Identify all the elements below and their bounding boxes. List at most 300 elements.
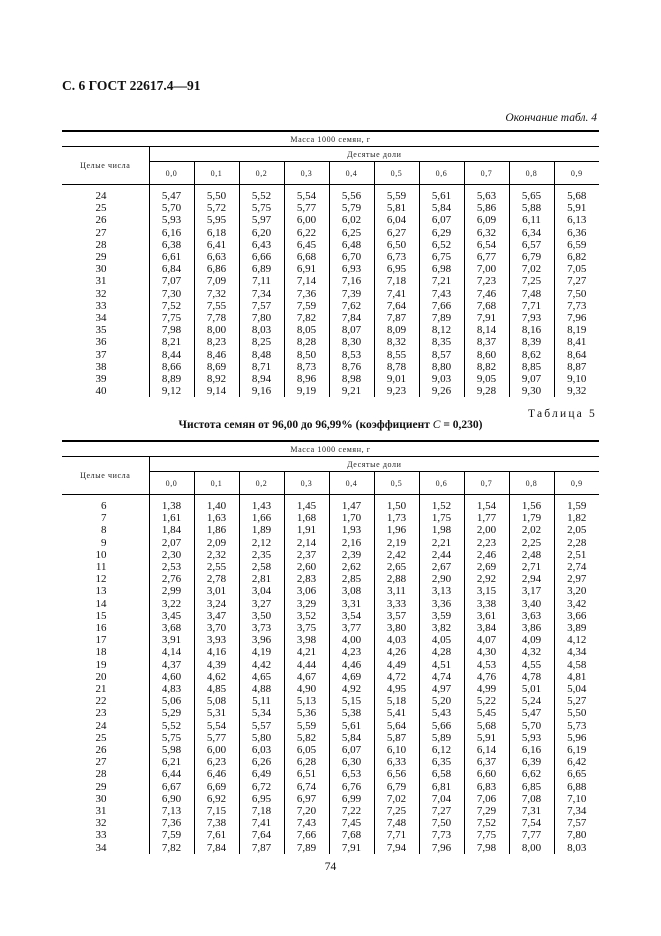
value-cell: 7,00 [464,263,509,275]
value-cell: 3,38 [464,598,509,610]
value-cell: 3,70 [194,622,239,634]
value-cell: 1,47 [329,495,374,513]
value-cell: 4,83 [149,683,194,695]
value-cell: 5,73 [567,719,587,732]
value-cell: 2,74 [567,561,587,574]
value-cell: 4,51 [419,659,464,671]
value-cell: 7,55 [194,300,239,312]
value-cell: 6,81 [419,781,464,793]
value-cell: 9,30 [509,385,554,397]
value-cell: 1,77 [464,512,509,524]
table-row [62,585,599,597]
value-cell: 5,04 [567,683,587,696]
value-cell: 7,61 [194,829,239,841]
value-cell: 4,81 [567,670,587,683]
value-cell: 2,99 [149,585,194,597]
value-cell: 4,92 [329,683,374,695]
value-cell: 6,52 [419,239,464,251]
whole-number-cell: 29 [62,781,149,793]
column-header: 0,9 [554,162,599,185]
value-cell: 6,76 [329,781,374,793]
value-cell: 6,10 [374,744,419,756]
value-cell: 7,66 [284,829,329,841]
value-cell: 7,59 [149,829,194,841]
value-cell: 6,70 [329,251,374,263]
value-cell: 2,58 [239,561,284,573]
value-cell: 1,84 [149,524,194,536]
value-cell: 4,23 [329,646,374,658]
value-cell: 2,76 [149,573,194,585]
whole-number-cell: 21 [62,683,149,695]
value-cell: 6,07 [419,214,464,226]
value-cell: 6,39 [509,756,554,768]
value-cell: 8,80 [419,361,464,373]
value-cell: 9,10 [567,373,587,386]
value-cell: 5,45 [464,707,509,719]
value-cell: 7,84 [329,312,374,324]
value-cell: 5,24 [509,695,554,707]
value-cell: 8,16 [509,324,554,336]
value-cell: 2,09 [194,537,239,549]
value-cell: 7,87 [374,312,419,324]
value-cell: 2,16 [329,537,374,549]
table-row [62,202,599,214]
value-cell: 6,38 [149,239,194,251]
table-row [62,251,599,263]
value-cell: 3,68 [149,622,194,634]
whole-number-cell: 27 [62,227,149,239]
table-row [62,373,599,385]
value-cell: 6,69 [194,781,239,793]
value-cell: 7,59 [284,300,329,312]
value-cell: 6,03 [239,744,284,756]
value-cell: 6,91 [284,263,329,275]
value-cell: 7,96 [567,312,587,325]
table-4 [62,130,599,397]
value-cell: 5,84 [419,202,464,214]
whole-number-cell: 8 [62,524,149,536]
value-cell: 2,92 [464,573,509,585]
value-cell: 2,85 [329,573,374,585]
value-cell: 2,53 [149,561,194,573]
table4-continuation-note: Окончание табл. 4 [505,112,597,124]
value-cell: 5,41 [374,707,419,719]
value-cell: 5,89 [419,732,464,744]
value-cell: 6,79 [509,251,554,263]
value-cell: 6,46 [194,768,239,780]
value-cell: 5,43 [419,707,464,719]
value-cell: 5,56 [329,185,374,203]
value-cell: 2,81 [239,573,284,585]
value-cell: 4,85 [194,683,239,695]
column-header: 0,4 [329,472,374,495]
value-cell: 3,47 [194,610,239,622]
column-header: 0,6 [419,162,464,185]
value-cell: 2,35 [239,549,284,561]
value-cell: 7,73 [567,299,587,312]
table-row [62,829,599,841]
table-row [62,537,599,549]
value-cell: 7,93 [509,312,554,324]
mass-header: Масса 1000 семян, г [62,441,599,457]
table-row [62,732,599,744]
page-header: С. 6 ГОСТ 22617.4—91 [62,78,201,93]
value-cell: 6,84 [149,263,194,275]
whole-number-cell: 33 [62,300,149,312]
value-cell: 7,46 [464,288,509,300]
value-cell: 8,85 [509,361,554,373]
value-cell: 3,66 [567,609,587,622]
value-cell: 7,09 [194,275,239,287]
value-cell: 6,23 [194,756,239,768]
value-cell: 4,26 [374,646,419,658]
value-cell: 6,36 [567,226,587,239]
value-cell: 2,44 [419,549,464,561]
value-cell: 6,67 [149,781,194,793]
value-cell: 4,95 [374,683,419,695]
value-cell: 8,41 [567,336,587,349]
value-cell: 6,20 [239,227,284,239]
whole-number-cell: 34 [62,312,149,324]
value-cell: 8,76 [329,361,374,373]
value-cell: 7,22 [329,805,374,817]
value-cell: 2,12 [239,537,284,549]
value-cell: 2,23 [464,537,509,549]
value-cell: 7,13 [149,805,194,817]
value-cell: 7,48 [374,817,419,829]
whole-number-cell: 10 [62,549,149,561]
value-cell: 7,91 [329,842,374,854]
value-cell: 5,06 [149,695,194,707]
value-cell: 5,65 [509,185,554,203]
value-cell: 2,02 [509,524,554,536]
value-cell: 5,11 [239,695,284,707]
value-cell: 5,80 [239,732,284,744]
whole-number-cell: 32 [62,817,149,829]
table-row [62,336,599,348]
value-cell: 7,18 [239,805,284,817]
table-row [62,524,599,536]
whole-number-cell: 22 [62,695,149,707]
value-cell: 5,61 [329,720,374,732]
value-cell: 8,44 [149,349,194,361]
value-cell: 8,32 [374,336,419,348]
page-number: 74 [324,861,337,873]
value-cell: 7,39 [329,288,374,300]
value-cell: 6,66 [239,251,284,263]
value-cell: 4,90 [284,683,329,695]
value-cell: 3,75 [284,622,329,634]
value-cell: 5,84 [329,732,374,744]
table-row [62,671,599,683]
mass-header: Масса 1000 семян, г [62,131,599,147]
table-row [62,512,599,524]
value-cell: 6,59 [567,238,587,251]
table-5 [62,440,599,854]
value-cell: 3,45 [149,610,194,622]
value-cell: 2,90 [419,573,464,585]
whole-number-cell: 31 [62,275,149,287]
value-cell: 8,57 [419,349,464,361]
value-cell: 8,50 [284,349,329,361]
value-cell: 4,42 [239,659,284,671]
value-cell: 8,35 [419,336,464,348]
value-cell: 8,12 [419,324,464,336]
value-cell: 2,05 [567,524,587,537]
value-cell: 3,40 [509,598,554,610]
table-row [62,263,599,275]
value-cell: 5,88 [509,202,554,214]
value-cell: 1,52 [419,495,464,513]
value-cell: 4,78 [509,671,554,683]
value-cell: 8,05 [284,324,329,336]
value-cell: 6,13 [567,214,587,227]
value-cell: 6,82 [567,251,587,264]
value-cell: 1,43 [239,495,284,513]
value-cell: 3,20 [567,585,587,598]
value-cell: 7,68 [464,300,509,312]
value-cell: 3,82 [419,622,464,634]
table-row [62,227,599,239]
value-cell: 6,57 [509,239,554,251]
value-cell: 5,98 [149,744,194,756]
whole-number-cell: 23 [62,707,149,719]
value-cell: 2,00 [464,524,509,536]
value-cell: 6,16 [509,744,554,756]
value-cell: 8,48 [239,349,284,361]
whole-number-cell: 11 [62,561,149,573]
value-cell: 6,09 [464,214,509,226]
value-cell: 3,36 [419,598,464,610]
value-cell: 4,19 [239,646,284,658]
value-cell: 6,77 [464,251,509,263]
value-cell: 9,32 [567,385,587,398]
value-cell: 5,70 [509,720,554,732]
value-cell: 7,15 [194,805,239,817]
whole-number-cell: 17 [62,634,149,646]
value-cell: 5,86 [464,202,509,214]
value-cell: 4,39 [194,659,239,671]
value-cell: 5,96 [567,731,587,744]
whole-number-cell: 16 [62,622,149,634]
value-cell: 7,31 [509,805,554,817]
value-cell: 6,65 [567,768,587,781]
value-cell: 4,05 [419,634,464,646]
value-cell: 7,50 [419,817,464,829]
value-cell: 4,58 [567,658,587,671]
column-header: 0,5 [374,162,419,185]
value-cell: 3,01 [194,585,239,597]
value-cell: 1,61 [149,512,194,524]
value-cell: 6,72 [239,781,284,793]
value-cell: 6,19 [567,744,587,757]
value-cell: 1,50 [374,495,419,513]
value-cell: 1,86 [194,524,239,536]
value-cell: 6,54 [464,239,509,251]
value-cell: 7,80 [239,312,284,324]
value-cell: 1,91 [284,524,329,536]
value-cell: 7,78 [194,312,239,324]
whole-number-cell: 38 [62,361,149,373]
whole-number-cell: 36 [62,336,149,348]
value-cell: 7,89 [284,842,329,854]
table-row [62,573,599,585]
value-cell: 6,45 [284,239,329,251]
value-cell: 2,39 [329,549,374,561]
column-header: 0,6 [419,472,464,495]
whole-number-cell: 27 [62,756,149,768]
value-cell: 2,21 [419,537,464,549]
value-cell: 7,98 [149,324,194,336]
value-cell: 6,11 [509,214,554,226]
value-cell: 6,32 [464,227,509,239]
value-cell: 6,28 [284,756,329,768]
value-cell: 6,97 [284,793,329,805]
value-cell: 8,82 [464,361,509,373]
table-row [62,659,599,671]
value-cell: 2,62 [329,561,374,573]
value-cell: 6,89 [239,263,284,275]
value-cell: 6,14 [464,744,509,756]
column-header: 0,8 [509,162,554,185]
table-row [62,288,599,300]
value-cell: 5,31 [194,707,239,719]
value-cell: 8,87 [567,360,587,373]
value-cell: 7,43 [284,817,329,829]
value-cell: 5,63 [464,185,509,203]
column-header: 0,2 [239,472,284,495]
column-header: 0,2 [239,162,284,185]
value-cell: 1,54 [464,495,509,513]
value-cell: 4,97 [419,683,464,695]
value-cell: 5,59 [284,720,329,732]
whole-number-cell: 13 [62,585,149,597]
value-cell: 7,08 [509,793,554,805]
whole-numbers-header: Целые числа [62,457,149,495]
whole-number-cell: 40 [62,385,149,397]
value-cell: 7,04 [419,793,464,805]
table-row [62,300,599,312]
value-cell: 5,57 [239,720,284,732]
value-cell: 5,79 [329,202,374,214]
value-cell: 8,62 [509,349,554,361]
value-cell: 9,26 [419,385,464,397]
value-cell: 8,98 [329,373,374,385]
value-cell: 5,01 [509,683,554,695]
value-cell: 6,26 [239,756,284,768]
table-row [62,385,599,397]
value-cell: 1,89 [239,524,284,536]
value-cell: 5,82 [284,732,329,744]
value-cell: 8,94 [239,373,284,385]
table-row [62,598,599,610]
value-cell: 1,56 [509,495,554,513]
value-cell: 5,75 [239,202,284,214]
value-cell: 7,41 [239,817,284,829]
whole-number-cell: 24 [62,720,149,732]
value-cell: 6,68 [284,251,329,263]
value-cell: 7,64 [239,829,284,841]
whole-number-cell: 29 [62,251,149,263]
table-row [62,622,599,634]
value-cell: 6,00 [194,744,239,756]
value-cell: 3,54 [329,610,374,622]
value-cell: 7,94 [374,842,419,854]
value-cell: 7,48 [509,288,554,300]
value-cell: 8,09 [374,324,419,336]
whole-number-cell: 19 [62,659,149,671]
value-cell: 3,63 [509,610,554,622]
table-body [62,495,599,854]
value-cell: 5,59 [374,185,419,203]
value-cell: 4,03 [374,634,419,646]
value-cell: 1,93 [329,524,374,536]
table-row [62,561,599,573]
value-cell: 2,83 [284,573,329,585]
value-cell: 5,68 [464,720,509,732]
value-cell: 8,78 [374,361,419,373]
value-cell: 2,07 [149,537,194,549]
table-row [62,707,599,719]
value-cell: 7,75 [464,829,509,841]
value-cell: 3,89 [567,622,587,635]
value-cell: 5,47 [509,707,554,719]
value-cell: 3,96 [239,634,284,646]
value-cell: 6,30 [329,756,374,768]
value-cell: 2,65 [374,561,419,573]
value-cell: 5,93 [509,732,554,744]
whole-number-cell: 12 [62,573,149,585]
value-cell: 5,95 [194,214,239,226]
value-cell: 7,02 [374,793,419,805]
value-cell: 7,25 [509,275,554,287]
value-cell: 7,87 [239,842,284,854]
value-cell: 4,69 [329,671,374,683]
value-cell: 2,19 [374,537,419,549]
value-cell: 7,64 [374,300,419,312]
value-cell: 8,89 [149,373,194,385]
value-cell: 6,73 [374,251,419,263]
value-cell: 6,16 [149,227,194,239]
value-cell: 3,52 [284,610,329,622]
value-cell: 6,37 [464,756,509,768]
value-cell: 6,07 [329,744,374,756]
value-cell: 6,50 [374,239,419,251]
table5-label: Таблица 5 [528,408,597,420]
value-cell: 7,27 [419,805,464,817]
value-cell: 5,52 [239,185,284,203]
value-cell: 2,46 [464,549,509,561]
value-cell: 5,15 [329,695,374,707]
value-cell: 7,80 [567,829,587,842]
value-cell: 5,50 [567,707,587,720]
value-cell: 4,21 [284,646,329,658]
value-cell: 8,28 [284,336,329,348]
value-cell: 8,23 [194,336,239,348]
value-cell: 6,88 [567,780,587,793]
value-cell: 2,69 [464,561,509,573]
table-row [62,756,599,768]
value-cell: 5,18 [374,695,419,707]
whole-number-cell: 28 [62,768,149,780]
value-cell: 3,86 [509,622,554,634]
value-cell: 4,30 [464,646,509,658]
whole-number-cell: 39 [62,373,149,385]
value-cell: 5,93 [149,214,194,226]
value-cell: 9,07 [509,373,554,385]
value-cell: 5,81 [374,202,419,214]
value-cell: 3,57 [374,610,419,622]
